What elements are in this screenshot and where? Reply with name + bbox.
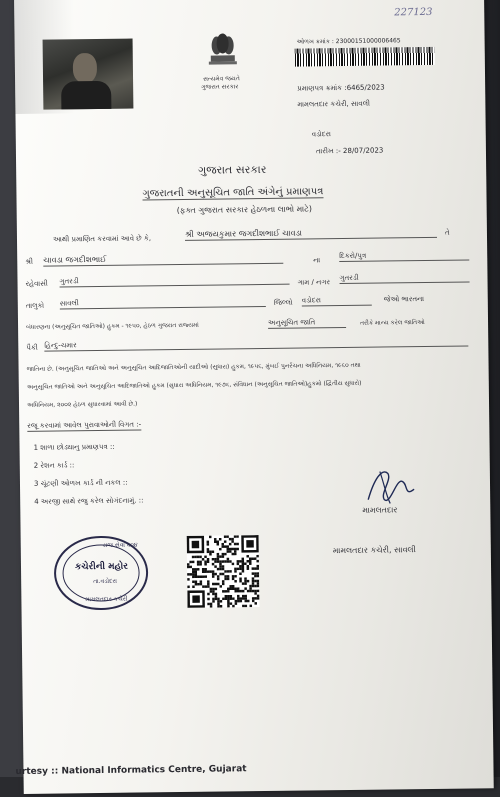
issuing-office: મામલતદાર કચેરી, સાવલી (297, 99, 371, 109)
line3-mid: ગામ / નગર (297, 278, 331, 287)
line4-prefix: તાલુકો (25, 301, 45, 310)
caste-name: હિન્દુ-ચમાર (44, 336, 468, 351)
certificate-subtitle: (ફક્ત ગુજરાત સરકાર હેઠળના લાભો માટે) (176, 204, 313, 216)
line1-suffix: તે (444, 228, 450, 237)
caste-category: અનુસૂચિત જાતિ (268, 318, 346, 329)
issue-place: વડોદરા (311, 130, 331, 139)
seal-top-text: રાજ સેવા ૬૦૪ (102, 541, 138, 549)
line5-suffix: તરીકે માન્ય કરેલ જાતિઓ (360, 319, 425, 327)
govt-title: ગુજરાત સરકાર (198, 162, 267, 177)
relation: દિકરો/પુત્ર (339, 250, 469, 262)
national-emblem-icon (204, 29, 241, 73)
photo-face (73, 53, 97, 83)
certificate-page (14, 0, 494, 794)
line6-prefix: પૈકી (26, 343, 38, 352)
document-item: 3 ચૂંટણી ઓળખ કાર્ડ ની નકલ :: (33, 478, 128, 488)
line5-prefix: બંધારણના (અનુસૂચિત જાતિઓ) હુકમ - ૧૯૫૦, હેઠળ ગુજરાત રાજ્યમાં (26, 321, 199, 331)
handwritten-number: 227123 (394, 6, 433, 19)
body-line-8: અનુસૂચિત જાતિઓ અને અનુસૂચિત આદિજાતિઓ હુકમ (સુધારા અધિનિયમ, ૧૯૭૬, સંવિધાન (અનુસૂચિત જાતિઓ)હુકમો (દ્વિતીય સુધારો) (26, 379, 362, 391)
qr-code (187, 535, 260, 608)
footer-courtesy: urtesy :: National Informatics Centre, Gujarat (15, 764, 247, 778)
residence: ગુતરડી (59, 275, 289, 288)
body-line-7: જાતિના છે. (અનુસૂચિત જાતિઓ અને અનુસૂચિત આદિજાતિઓની યાદીઓ (સુધારા) હુકમ, ૧૯૫૬, મુંબઈ પુનર્રચના અધિનિયમ, ૧૯૬૦ તથા (26, 361, 361, 373)
village: ગુતરડી (339, 272, 469, 284)
emblem-caption-govt: ગુજરાત સરકાર (201, 83, 239, 91)
document-item: 4 અરજી સાથે રજુ કરેલ સોગંદનામું. :: (34, 496, 144, 506)
seal-bottom-text: તા.વડોદરા (93, 577, 118, 586)
applicant-name: શ્રી અજયકુમાર જગદીશભાઈ ચાવડા (185, 227, 437, 241)
documents-heading: રજૂ કરવામાં આવેલ પુરાવાઓની વિગત :- (27, 420, 142, 430)
seal-center-text: કચેરીની મહોર (74, 561, 128, 573)
signatory-office: મામલતદાર કચેરી, સાવલી (332, 545, 416, 556)
emblem-caption: સત્યમેવ જયતે (203, 75, 240, 83)
line2-mid: ના (313, 256, 321, 265)
line1-prefix: આથી પ્રમાણિત કરવામાં આવે છે કે, (52, 234, 152, 244)
line4-mid: જિલ્લો (273, 298, 293, 307)
father-name: ચાવડા જગદીશભાઈ (43, 253, 283, 267)
document-item: 2 રેશન કાર્ડ :: (33, 461, 75, 470)
id-label: ઓળખ ક્રમાંક : 23000151000006465 (296, 37, 401, 46)
line4-suffix: જેઓ ભારતના (383, 295, 425, 304)
line2-prefix: શ્રી (25, 257, 34, 266)
certificate-number: પ્રમાણપત્ર ક્રમાંક :6465/2023 (297, 83, 385, 93)
body-line-9: અધિનિયમ, ૨૦૦૨ હેઠળ સુધારવામાં આવી છે.) (26, 400, 138, 409)
certificate-title: ગુજરાતની અનુસૂચિત જાતિ અંગેનું પ્રમાણપત્ર (142, 186, 324, 200)
office-seal (51, 532, 162, 613)
photo-shirt (61, 81, 111, 110)
issue-date: તારીખ :- 28/07/2023 (315, 146, 384, 156)
applicant-photo (43, 39, 134, 110)
signature (360, 459, 421, 510)
barcode (295, 47, 435, 67)
line3-prefix: રહેવાસી (25, 279, 48, 288)
document-item: 1 શાળા છોડ્યાનુ પ્રમાણપત્ર :: (33, 442, 115, 452)
seal-rim-text: મામલતદાર કચેરી (85, 595, 128, 604)
district: વડોદરા (302, 296, 372, 307)
signatory-title: મામલતદાર (362, 505, 398, 515)
taluka: સાવલી (60, 297, 266, 310)
